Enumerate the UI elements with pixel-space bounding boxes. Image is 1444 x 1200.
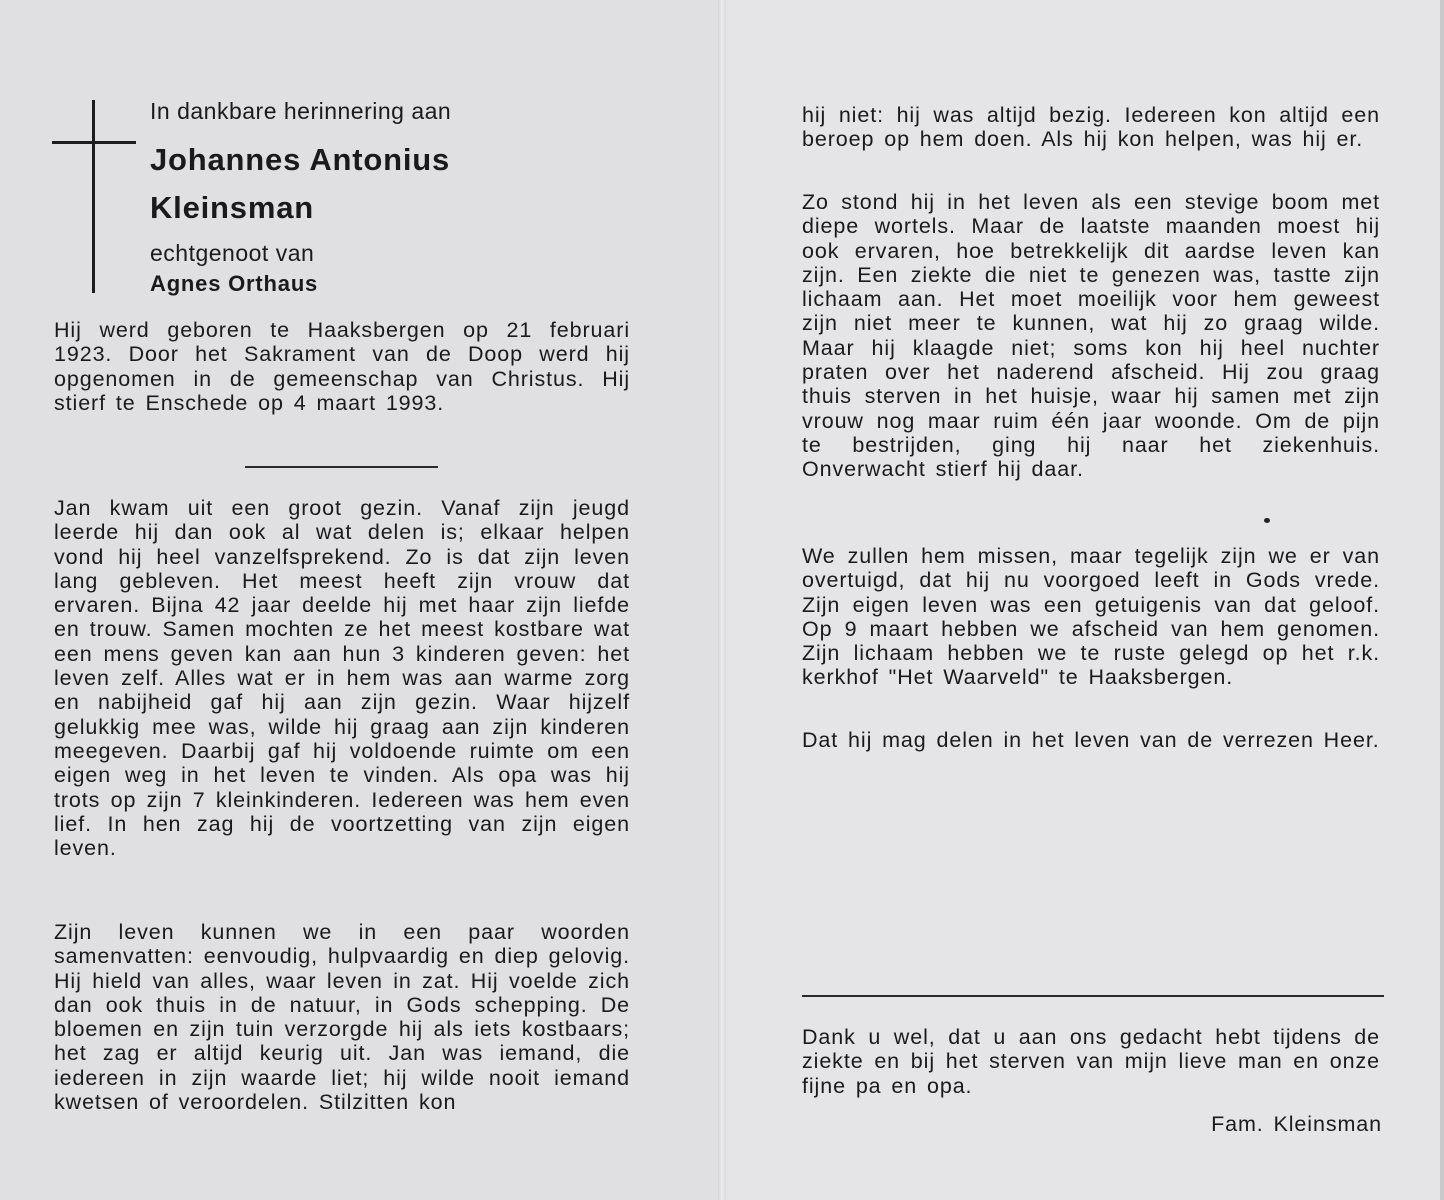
life-paragraph: Jan kwam uit een groot gezin. Vanaf zijn jeugd leerde hij dan ook al wat delen is; elkaar helpen vond hij heel vanzelfsprekend. Zo is dat zijn leven lang gebleven. Het meest heeft zijn vrouw dat ervaren. Bijna 42 jaar deelde hij met haar zijn liefde en trouw. Samen mochten ze het meest kostbare wat een mens geven kan aan hun 3 kinderen geven: het leven zelf. Alles wat er in hem was aan warme zorg en nabijheid gaf hij aan zijn gezin. Waar hijzelf gelukkig mee was, wilde hij graag aan zijn kinderen meegeven. Daarbij gaf hij voldoende ruimte om een eigen weg in het leven te vinden. Als opa was hij trots op zijn 7 kleinkinderen. Iedereen was hem even lief. In hen zag hij de voortzetting van zijn eigen leven. (54, 496, 630, 861)
character-paragraph: Zijn leven kunnen we in een paar woorden samenvatten: eenvoudig, hulpvaardig en diep gelovig. Hij hield van alles, waar leven in zat. Hij voelde zich dan ook thuis in de natuur, in Gods schepping. De bloemen en zijn tuin verzorgde hij als iets kostbaars; het zag er altijd keurig uit. Jan was iemand, die iedereen in zijn waarde liet; hij wilde nooit iemand kwetsen of veroordelen. Stilzitten kon (54, 920, 630, 1115)
prayer-paragraph: Dat hij mag delen in het leven van de verrezen Heer. (802, 728, 1380, 752)
cross-icon-vertical (92, 100, 95, 293)
family-signature: Fam. Kleinsman (1211, 1112, 1382, 1136)
card-fold (718, 0, 726, 1200)
cross-icon-horizontal (52, 141, 136, 144)
deceased-name-line1: Johannes Antonius (150, 142, 451, 177)
deceased-name-line2: Kleinsman (150, 190, 314, 225)
intro-text: In dankbare herinnering aan (150, 98, 452, 124)
spouse-name: Agnes Orthaus (150, 271, 319, 296)
illness-paragraph: Zo stond hij in het leven als een stevige boom met diepe wortels. Maar de laatste maanden moest hij ook ervaren, hoe betrekkelijk dit aardse leven kan zijn. Een ziekte die niet te genezen was, tastte zijn lichaam aan. Het moet moeilijk voor hem geweest zijn niet meer te kunnen, wat hij zo graag wilde. Maar hij klaagde niet; soms kon hij heel nuchter praten over het naderend afscheid. Hij zou graag thuis sterven in het huisje, waar hij samen met zijn vrouw nog maar ruim één jaar woonde. Om de pijn te bestrijden, ging hij naar het ziekenhuis. Onverwacht stierf hij daar. (802, 190, 1380, 482)
spouse-label: echtgenoot van (150, 240, 315, 266)
card-edge (1440, 0, 1444, 1200)
divider-long (802, 995, 1384, 997)
divider-short (245, 466, 438, 468)
biography-paragraph: Hij werd geboren te Haaksbergen op 21 februari 1923. Door het Sakrament van de Doop werd hij opgenomen in de gemeenschap van Christus. Hij stierf te Enschede op 4 maart 1993. (54, 318, 630, 415)
memorial-header (150, 96, 650, 300)
deceased-name (150, 136, 650, 232)
faith-paragraph: We zullen hem missen, maar tegelijk zijn we er van overtuigd, dat hij nu voorgoed leeft in Gods vrede. Zijn eigen leven was een getuigenis van dat geloof. Op 9 maart hebben we afscheid van hem genomen. Zijn lichaam hebben we te ruste gelegd op het r.k. kerkhof "Het Waarveld" te Haaksbergen. (802, 544, 1380, 690)
thanks-paragraph: Dank u wel, dat u aan ons gedacht hebt tijdens de ziekte en bij het sterven van mijn lieve man en onze fijne pa en opa. (802, 1025, 1380, 1098)
print-speck (1264, 518, 1270, 523)
character-paragraph-continued: hij niet: hij was altijd bezig. Iedereen kon altijd een beroep op hem doen. Als hij kon helpen, was hij er. (802, 103, 1380, 152)
